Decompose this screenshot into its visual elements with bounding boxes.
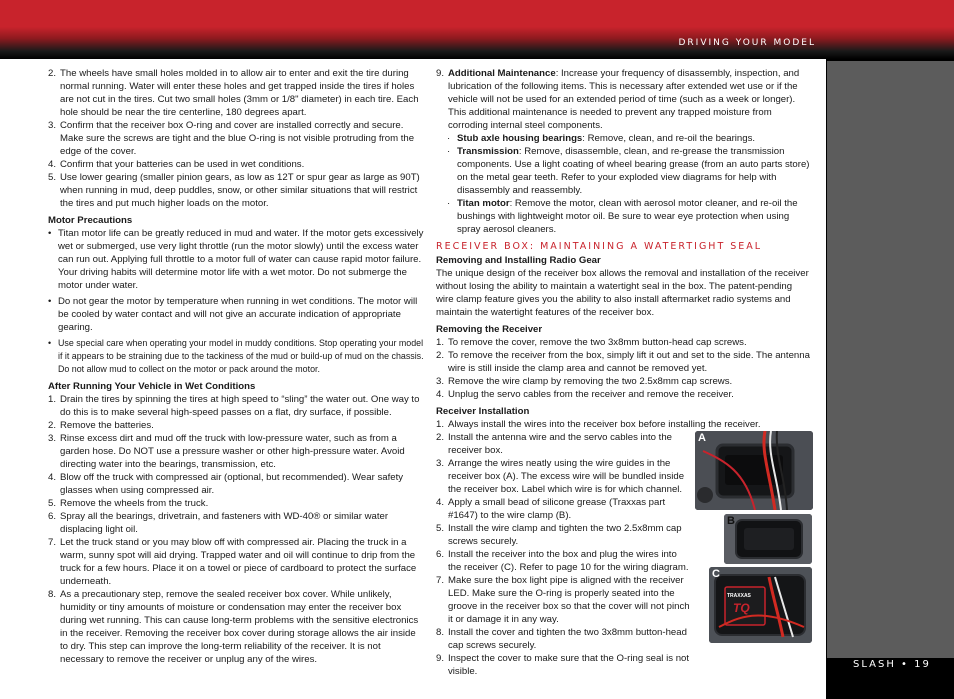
list-item bbox=[436, 431, 691, 457]
bullet-icon: · bbox=[447, 133, 451, 144]
bullet-icon: • bbox=[48, 296, 52, 307]
bullet-icon: · bbox=[447, 146, 451, 157]
list-item bbox=[436, 626, 691, 652]
list-text: Drain the tires by spinning the tires at high speed to “sling” the water out. One way to do this is to make several high-speed passes on a flat, dry surface, if possible. bbox=[60, 394, 420, 418]
list-text: Rinse excess dirt and mud off the truck with low-pressure water, such as from a garden hose. Do NOT use a pressure washer or other high-pressure water. Avoid directing water into the bearings, transmission, etc. bbox=[60, 433, 405, 470]
list-number: 2. bbox=[48, 68, 57, 79]
list-number: 5. bbox=[48, 498, 57, 509]
list-text: Confirm that your batteries can be used in wet conditions. bbox=[60, 159, 305, 170]
photo-label-b: B bbox=[727, 515, 735, 527]
maintenance-subitem bbox=[436, 145, 811, 197]
list-number: 4. bbox=[48, 159, 57, 170]
list-number: 3. bbox=[48, 433, 57, 444]
list-item bbox=[436, 388, 811, 401]
bullet-icon: • bbox=[48, 338, 52, 348]
list-number: 8. bbox=[436, 627, 445, 638]
list-number: 5. bbox=[436, 523, 445, 534]
list-text: To remove the receiver from the box, simply lift it out and set to the side. The antenna wire is still inside the clamp area and cannot be removed yet. bbox=[448, 350, 810, 374]
list-number: 2. bbox=[436, 432, 445, 443]
after-running-list bbox=[48, 393, 424, 666]
maintenance-subitem bbox=[436, 132, 811, 145]
list-number: 8. bbox=[48, 589, 57, 600]
receiver-brand-text: TRAXXAS bbox=[727, 593, 751, 599]
list-item bbox=[436, 548, 691, 574]
list-number: 3. bbox=[48, 120, 57, 131]
list-item bbox=[48, 119, 424, 158]
list-text: Install the receiver into the box and plug the wires into the receiver (C). Refer to page 10 for the wiring diagram. bbox=[448, 549, 689, 573]
photo-receiver-box-a bbox=[695, 431, 813, 510]
bullet-icon: • bbox=[48, 228, 52, 239]
list-text: As a precautionary step, remove the sealed receiver box cover. While unlikely, humidity or tiny amounts of moisture or condensation may enter the receiver box during wet running. This can cause long-term problems with the sensitive electronics in the receiver. Removing the receiver box cover during storage allows the air inside to dry. This step can improve the long-term reliability of the receiver. It is not necessary to remove the receiver or unplug any of the wires. bbox=[60, 589, 419, 665]
list-item bbox=[48, 432, 424, 471]
list-item bbox=[436, 336, 811, 349]
radio-gear-heading: Removing and Installing Radio Gear bbox=[436, 255, 601, 266]
list-text: The wheels have small holes molded in to allow air to enter and exit the tire during normal running. Water will enter these holes and get trapped inside the tires if holes are not cut in the tires. Cut two small holes (3mm or 1/8" diameter) in each tire. Each hole should be near the tire centerline, 180 degrees apart. bbox=[60, 68, 419, 118]
list-item bbox=[48, 510, 424, 536]
subitem-text: : Remove the motor, clean with aerosol motor cleaner, and re-oil the bushings with lightweight motor oil. Be sure to wear eye protection when using spray aerosol cleaners. bbox=[457, 198, 798, 235]
additional-maintenance-label: Additional Maintenance bbox=[448, 68, 556, 79]
list-item bbox=[436, 522, 691, 548]
list-text: Spray all the bearings, drivetrain, and fasteners with WD-40® or similar water displacing light oil. bbox=[60, 511, 389, 535]
photo-receiver-c bbox=[709, 567, 812, 643]
left-column bbox=[48, 67, 424, 666]
list-number: 7. bbox=[436, 575, 445, 586]
list-item bbox=[48, 419, 424, 432]
list-item: • Do not gear the motor by temperature when running in wet conditions. The motor will be cooled by water contact and will not give an accurate indication of appropriate gearing. bbox=[48, 296, 418, 333]
list-item bbox=[48, 67, 424, 119]
list-number: 2. bbox=[48, 420, 57, 431]
list-text: Let the truck stand or you may blow off with compressed air. Placing the truck in a warm, sunny spot will aid drying. Trapped water and oil will continue to drip from the truck for a few hours. Place it on a towel or piece of cardboard to protect the surface underneath. bbox=[60, 537, 417, 587]
page-number: SLASH • 19 bbox=[853, 659, 931, 670]
receiver-installation-heading: Receiver Installation bbox=[436, 406, 530, 417]
subitem-label: Titan motor bbox=[457, 198, 510, 209]
list-item bbox=[48, 497, 424, 510]
photo-label-c: C bbox=[712, 568, 720, 580]
list-item: 9. Additional Maintenance: Increase your frequency of disassembly, inspection, and lubrication of the following items. This is necessary after extended wet use or if the vehicle will not be used for an extended period of time (such as a week or longer). This additional maintenance is needed to prevent any trapped moisture from corroding internal steel components. bbox=[436, 68, 800, 131]
list-item bbox=[48, 393, 424, 419]
receiver-box-wiring-illustration bbox=[695, 431, 813, 510]
maintenance-subitem bbox=[436, 197, 811, 236]
list-text: Install the wire clamp and tighten the two 2.5x8mm cap screws securely. bbox=[448, 523, 682, 547]
list-text: Arrange the wires neatly using the wire guides in the receiver box (A). The excess wire will be bundled inside the receiver box. Label which wire is for which channel. bbox=[448, 458, 685, 495]
list-item bbox=[48, 158, 424, 171]
list-item bbox=[436, 457, 691, 496]
list-text: Install the cover and tighten the two 3x8mm button-head cap screws securely. bbox=[448, 627, 687, 651]
list-text: Apply a small bead of silicone grease (Traxxas part #1647) to the wire clamp (B). bbox=[448, 497, 666, 521]
list-text: Confirm that the receiver box O-ring and cover are installed correctly and secure. Make sure the screws are tight and the blue O-ring is not visible protruding from the edge of the cover. bbox=[60, 120, 415, 157]
list-item: • Use special care when operating your model in muddy conditions. Stop operating your model if it appears to be straining due to the tackiness of the mud or build-up of mud on the chassis. Do not allow mud to collect on the motor or pack around the motor. bbox=[48, 338, 424, 374]
list-number: 4. bbox=[48, 472, 57, 483]
list-number: 9. bbox=[436, 653, 445, 664]
list-number: 3. bbox=[436, 376, 445, 387]
receiver-box-section-title: RECEIVER BOX: MAINTAINING A WATERTIGHT SEAL bbox=[436, 241, 763, 252]
list-text: Install the antenna wire and the servo cables into the receiver box. bbox=[448, 432, 672, 456]
removing-receiver-list bbox=[436, 336, 811, 401]
list-number: 1. bbox=[436, 337, 445, 348]
list-text: Remove the wire clamp by removing the two 2.5x8mm cap screws. bbox=[448, 376, 733, 387]
list-number: 7. bbox=[48, 537, 57, 548]
subitem-text: : Remove, clean, and re-oil the bearings. bbox=[582, 133, 756, 144]
list-text: Make sure the box light pipe is aligned with the receiver LED. Make sure the O-ring is properly seated into the groove in the receiver box so that the cover will not pinch it or damage it in any way. bbox=[448, 575, 690, 625]
wet-prep-list bbox=[48, 67, 424, 210]
list-item bbox=[48, 536, 424, 588]
list-item bbox=[48, 471, 424, 497]
list-number: 5. bbox=[48, 172, 57, 183]
photo-wire-clamp-b bbox=[724, 514, 812, 564]
list-item bbox=[48, 588, 424, 666]
subitem-label: Stub axle housing bearings bbox=[457, 133, 583, 144]
list-number: 6. bbox=[436, 549, 445, 560]
bullet-icon: · bbox=[447, 198, 451, 209]
header-red-bar bbox=[0, 0, 954, 27]
list-item: 1. Always install the wires into the receiver box before installing the receiver. bbox=[436, 419, 761, 430]
list-item bbox=[48, 171, 424, 210]
list-item bbox=[436, 574, 691, 626]
list-text: Unplug the servo cables from the receiver and remove the receiver. bbox=[448, 389, 734, 400]
photo-label-a: A bbox=[698, 432, 706, 444]
list-text: Use lower gearing (smaller pinion gears, as low as 12T or spur gear as large as 90T) when running in mud, deep puddles, snow, or other similar situations that will restrict the tires and put much higher loads on the motor. bbox=[60, 172, 420, 209]
sidebar-gray-panel bbox=[827, 61, 954, 658]
after-running-heading: After Running Your Vehicle in Wet Conditions bbox=[48, 381, 256, 392]
list-number: 2. bbox=[436, 350, 445, 361]
list-item: • Titan motor life can be greatly reduced in mud and water. If the motor gets excessively wet or submerged, use very light throttle (run the motor slowly) until the excess water can run out. Applying full throttle to a motor full of water can cause rapid motor failure. Your driving habits will determine motor life with a wet motor. Do not submerge the motor under water. bbox=[48, 228, 424, 291]
list-item bbox=[436, 652, 691, 678]
receiver-installation-list bbox=[436, 431, 691, 678]
list-item bbox=[436, 375, 811, 388]
list-number: 1. bbox=[48, 394, 57, 405]
maintenance-subitems bbox=[436, 132, 811, 236]
wire-clamp-illustration bbox=[724, 514, 812, 564]
list-text: Remove the batteries. bbox=[60, 420, 154, 431]
list-number: 4. bbox=[436, 389, 445, 400]
section-title: DRIVING YOUR MODEL bbox=[678, 38, 816, 48]
list-item bbox=[436, 496, 691, 522]
list-text: To remove the cover, remove the two 3x8mm button-head cap screws. bbox=[448, 337, 747, 348]
list-item bbox=[436, 349, 811, 375]
radio-gear-paragraph: The unique design of the receiver box allows the removal and installation of the receiver without losing the ability to maintain a watertight seal in the box. The patent-pending wire clamp feature gives you the ability to also install aftermarket radio systems and maintain the watertight features of the receiver box. bbox=[436, 268, 809, 318]
list-number: 4. bbox=[436, 497, 445, 508]
motor-precautions-heading: Motor Precautions bbox=[48, 215, 133, 226]
receiver-model-text: TQ bbox=[733, 601, 750, 615]
list-number: 6. bbox=[48, 511, 57, 522]
subitem-text: : Remove, disassemble, clean, and re-grease the transmission components. Use a light coating of wheel bearing grease (from an auto parts store) on the metal gear teeth. Refer to your exploded view diagrams for help with disassembly and reassembly. bbox=[457, 146, 810, 196]
receiver-installed-illustration bbox=[709, 567, 812, 643]
list-text: Inspect the cover to make sure that the O-ring seal is not visible. bbox=[448, 653, 690, 677]
subitem-label: Transmission bbox=[457, 146, 519, 157]
list-text: Blow off the truck with compressed air (optional, but recommended). Wear safety glasses when using compressed air. bbox=[60, 472, 404, 496]
removing-receiver-heading: Removing the Receiver bbox=[436, 324, 543, 335]
list-text: Remove the wheels from the truck. bbox=[60, 498, 209, 509]
list-number: 3. bbox=[436, 458, 445, 469]
